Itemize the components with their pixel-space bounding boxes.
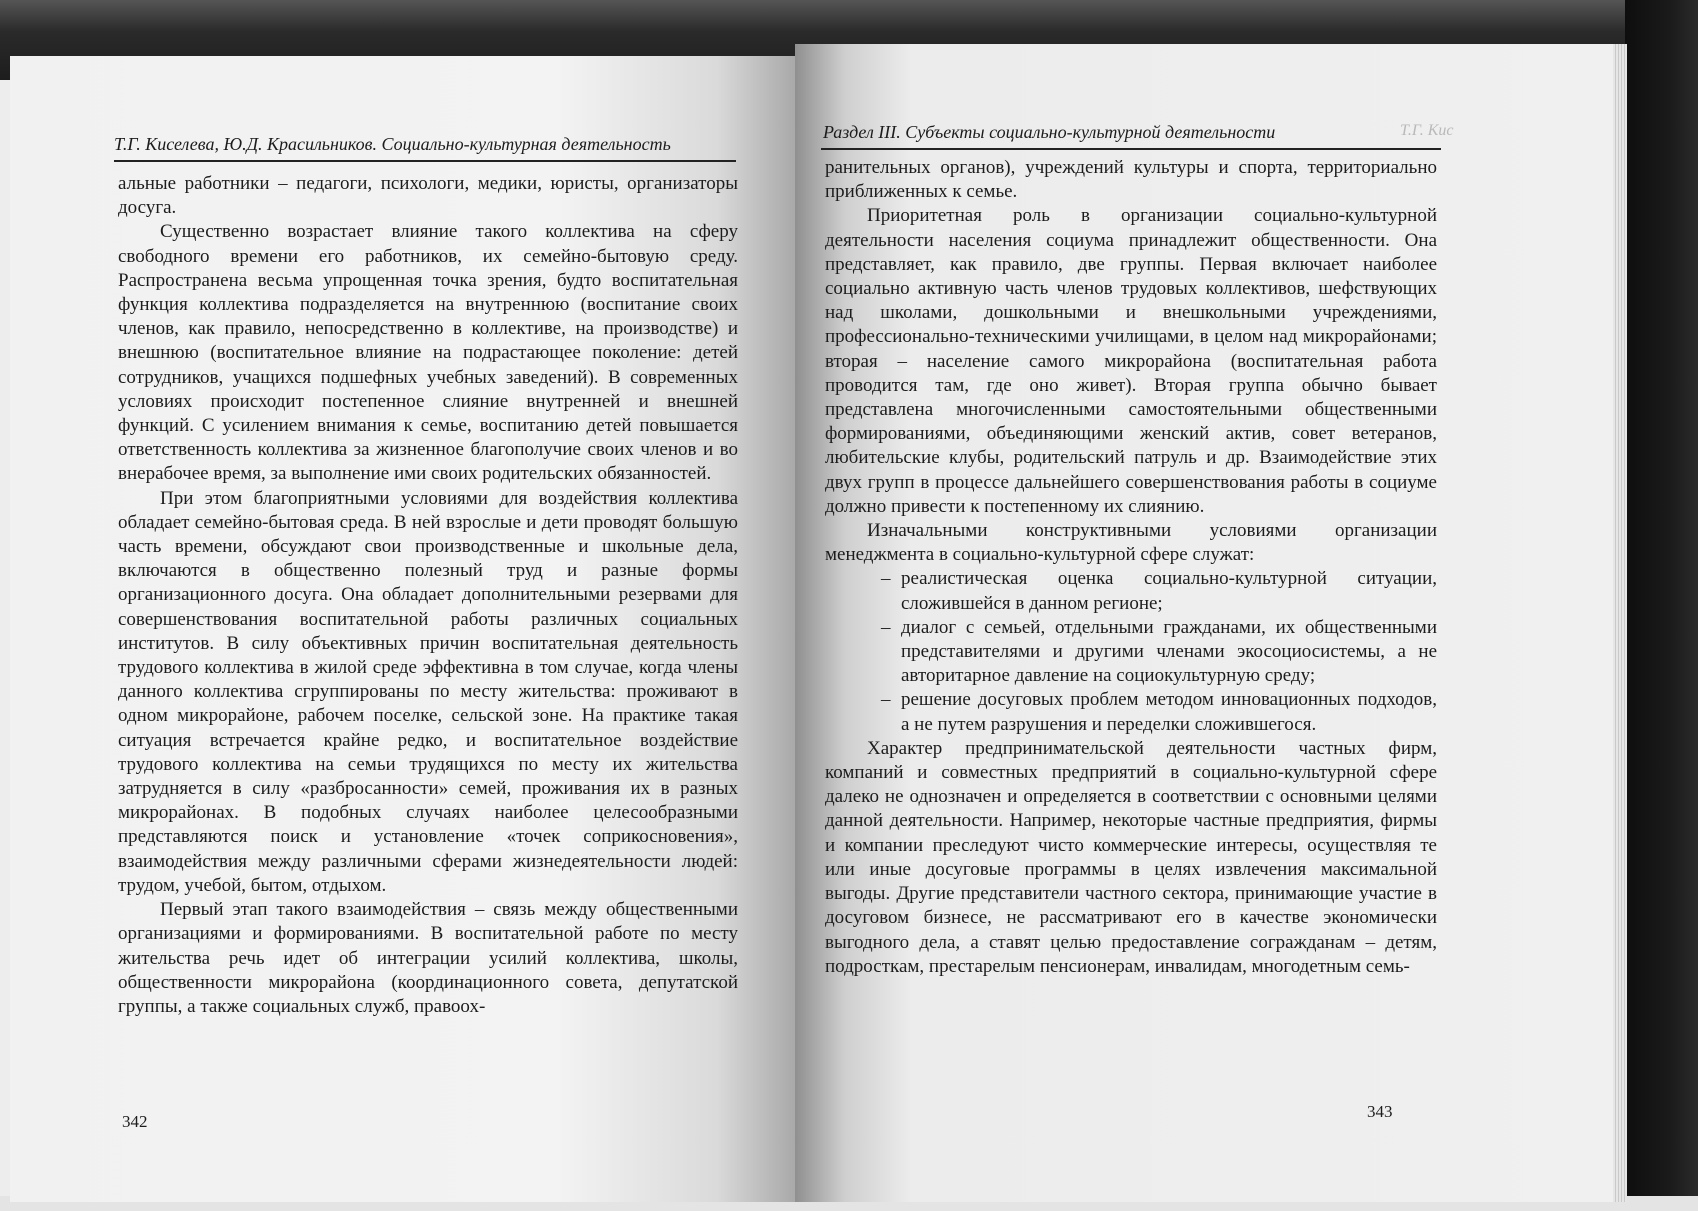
bullet-list xyxy=(825,567,1437,736)
right-page-number: 343 xyxy=(1367,1102,1393,1121)
paragraph: Характер предпринимательской деятельности частных фирм, компаний и совместных предприятий в социально-культурной сфере далеко не однозначен и определяется в соответствии с основными целями данной деятельности. Например, некоторые частные предприятия, фирмы и компании преследуют чисто коммерческие интересы, осуществляя те или иные досуговые программы в целях извлечения максимальной выгоды. Другие представители частного сектора, принимающие участие в досуговом бизнесе, не рассматривают его в качестве экономически выгодного дела, а ставят целью предоставление согражданам – детям, подросткам, престарелым пенсионерам, инвалидам, многодетным семь- xyxy=(825,737,1437,977)
list-dash: – xyxy=(881,568,891,590)
list-dash: – xyxy=(881,689,891,711)
left-header-rule xyxy=(114,160,736,162)
list-item-text: реалистическая оценка социально-культурной ситуации, сложившейся в данном регионе; xyxy=(901,568,1437,614)
list-item-text: решение досуговых проблем методом инновационных подходов, а не путем разрушения и переделки сложившегося. xyxy=(901,689,1437,735)
paragraph: ранительных органов), учреждений культуры и спорта, территориально приближенных к семье. xyxy=(825,157,1437,203)
list-item-text: диалог с семьей, отдельными гражданами, их общественными представителями и другими членами экосоциосистемы, а не авторитарное давление на социокультурную среду; xyxy=(901,616,1437,687)
right-body-text xyxy=(825,156,1437,979)
list-item xyxy=(881,616,1437,689)
paragraph: Приоритетная роль в организации социально-культурной деятельности населения социума принадлежит общественности. Она представляет, как правило, две группы. Первая включает наиболее социально активную часть членов трудовых коллективов, шефствующих над школами, дошкольными и внешкольными учреждениями, профессионально-техническими училищами, в целом над микрорайонами; вторая – население самого микрорайона (воспитательная работа проводится там, где оно живет). Вторая группа обычно бывает представлена многочисленными самостоятельными общественными формированиями, объединяющими женский актив, совет ветеранов, любительские клубы, родительский патруль и др. Взаимодействие этих двух групп в процессе дальнейшего совершенствования работы в социуме должно привести к постепенному их слиянию. xyxy=(825,205,1437,517)
left-page xyxy=(10,56,795,1202)
paragraph: альные работники – педагоги, психологи, медики, юристы, организаторы досуга. xyxy=(118,173,738,219)
paragraph: Изначальными конструктивными условиями организации менеджмента в социально-культурной сфере служат: xyxy=(825,520,1437,566)
show-through-header: Т.Г. Кис xyxy=(1400,122,1454,139)
left-page-number: 342 xyxy=(122,1112,148,1131)
list-item xyxy=(881,688,1437,736)
paragraph: Существенно возрастает влияние такого коллектива на сферу свободного времени его работников, их семейно-бытовую среду. Распространена весьма упрощенная точка зрения, будто воспитательная функция коллектива подразделяется на внутреннюю (воспитание своих членов, как правило, непосредственно в коллективе, на производстве) и внешнюю (воспитательное влияние на подрастающее поколение: детей сотрудников, учащихся подшефных учебных заведений). В современных условиях происходит постепенное слияние внутренней и внешней функций. С усилением внимания к семье, воспитанию детей повышается ответственность коллектива за жизненное благополучие своих членов и во внерабочее время, за выполнение ими своих родительских обязанностей. xyxy=(118,221,738,485)
page-edges xyxy=(1613,44,1627,1202)
paragraph: При этом благоприятными условиями для воздействия коллектива обладает семейно-бытовая среда. В ней взрослые и дети проводят большую часть времени, обсуждают свои производственные и школьные дела, включаются в общественно полезный труд и разные формы организационного досуга. Она обладает дополнительными резервами для совершенствования воспитательной работы различных социальных институтов. В силу объективных причин воспитательная деятельность трудового коллектива в жилой среде эффективна в том случае, когда члены данного коллектива сгруппированы по месту жительства: проживают в одном микрорайоне, рабочем поселке, сельской зоне. На практике такая ситуация встречается крайне редко, и воспитательное воздействие трудового коллектива на семьи трудящихся по месту их жительства затрудняется в силу «разбросанности» семей, проживания их в разных микрорайонах. В подобных случаях наиболее целесообразными представляются поиск и установление «точек соприкосновения», взаимодействия между различными сферами жизнедеятельности людей: трудом, учебой, бытом, отдыхом. xyxy=(118,487,738,896)
right-running-header: Раздел III. Субъекты социально-культурной деятельности xyxy=(823,122,1276,142)
left-running-header: Т.Г. Киселева, Ю.Д. Красильников. Социально-культурная деятельность xyxy=(114,134,671,154)
right-header-rule xyxy=(821,148,1441,150)
left-body-text xyxy=(118,172,738,1019)
paragraph: Первый этап такого взаимодействия – связь между общественными организациями и формированиями. В воспитательной работе по месту жительства речь идет об интеграции усилий коллектива, школы, общественности микрорайона (координационного совета, депутатской группы, а также социальных служб, правоох- xyxy=(118,899,738,1017)
list-item xyxy=(881,567,1437,615)
right-page xyxy=(795,44,1627,1202)
scan-background-right xyxy=(1625,0,1698,1211)
list-dash: – xyxy=(881,616,891,638)
